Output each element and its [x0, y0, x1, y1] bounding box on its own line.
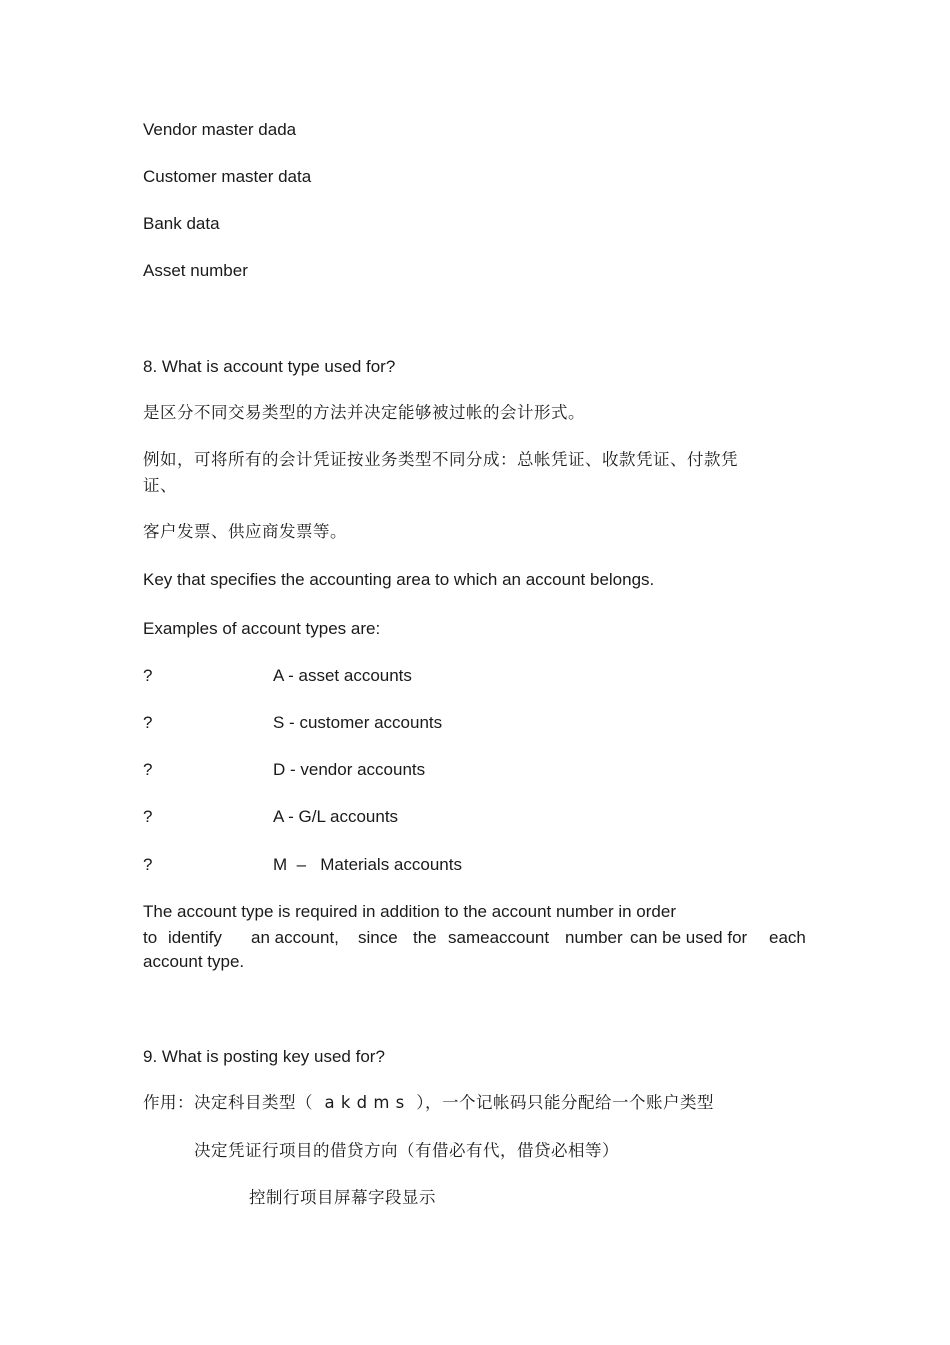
bullet-marker: ? [143, 666, 153, 685]
question-9-heading: 9. What is posting key used for? [143, 1047, 385, 1066]
q8-note-line-2-w4: since [358, 928, 398, 947]
q8-chinese-definition: 是区分不同交易类型的方法并决定能够被过帐的会计形式。 [143, 403, 585, 422]
q8-chinese-example-line: 例如，可将所有的会计凭证按业务类型不同分成：总帐凭证、收款凭证、付款凭 [143, 450, 738, 469]
q8-chinese-example-tail: 客户发票、供应商发票等。 [143, 522, 347, 541]
bullet-marker: ? [143, 760, 153, 779]
q8-note-line-2-w1: to [143, 928, 158, 947]
question-8-heading: 8. What is account type used for? [143, 357, 396, 376]
q9-purpose-line-2: 决定凭证行项目的借贷方向（有借必有代，借贷必相等） [194, 1141, 619, 1160]
example-vendor-accounts: D - vendor accounts [273, 760, 426, 779]
example-materials-accounts: M – Materials accounts [273, 855, 462, 874]
q8-examples-intro: Examples of account types are: [143, 619, 381, 638]
q8-note-line-3: account type. [143, 952, 245, 971]
bullet-marker: ? [143, 713, 153, 732]
q8-english-definition: Key that specifies the accounting area to which an account belongs. [143, 570, 655, 589]
example-customer-accounts: S - customer accounts [273, 713, 443, 732]
list-item-bank-data: Bank data [143, 214, 220, 233]
bullet-marker: ? [143, 855, 153, 874]
q9-purpose-line-1: 作用：决定科目类型（ a k d m s ），一个记帐码只能分配给一个账户类型 [143, 1093, 715, 1112]
q9-purpose-line-3: 控制行项目屏幕字段显示 [249, 1188, 436, 1207]
q8-note-line-2-w2: identify [168, 928, 222, 947]
q8-note-line-2-w5: the [413, 928, 437, 947]
q8-note-line-2-w8: can be used for [630, 928, 748, 947]
q8-note-line-2-w9: each [769, 928, 806, 947]
q8-note-line-2-w3: an account, [251, 928, 339, 947]
q8-chinese-example-continuation: 证、 [143, 476, 177, 495]
list-item-asset-number: Asset number [143, 261, 248, 280]
example-asset-accounts: A - asset accounts [273, 666, 412, 685]
example-gl-accounts: A - G/L accounts [273, 807, 399, 826]
bullet-marker: ? [143, 807, 153, 826]
q8-note-line-2-w6: sameaccount [448, 928, 550, 947]
q8-note-line-1: The account type is required in addition to the account number in order [143, 902, 676, 921]
q8-note-line-2-w7: number [565, 928, 623, 947]
list-item-customer-master: Customer master data [143, 167, 312, 186]
list-item-vendor-master: Vendor master dada [143, 120, 297, 139]
